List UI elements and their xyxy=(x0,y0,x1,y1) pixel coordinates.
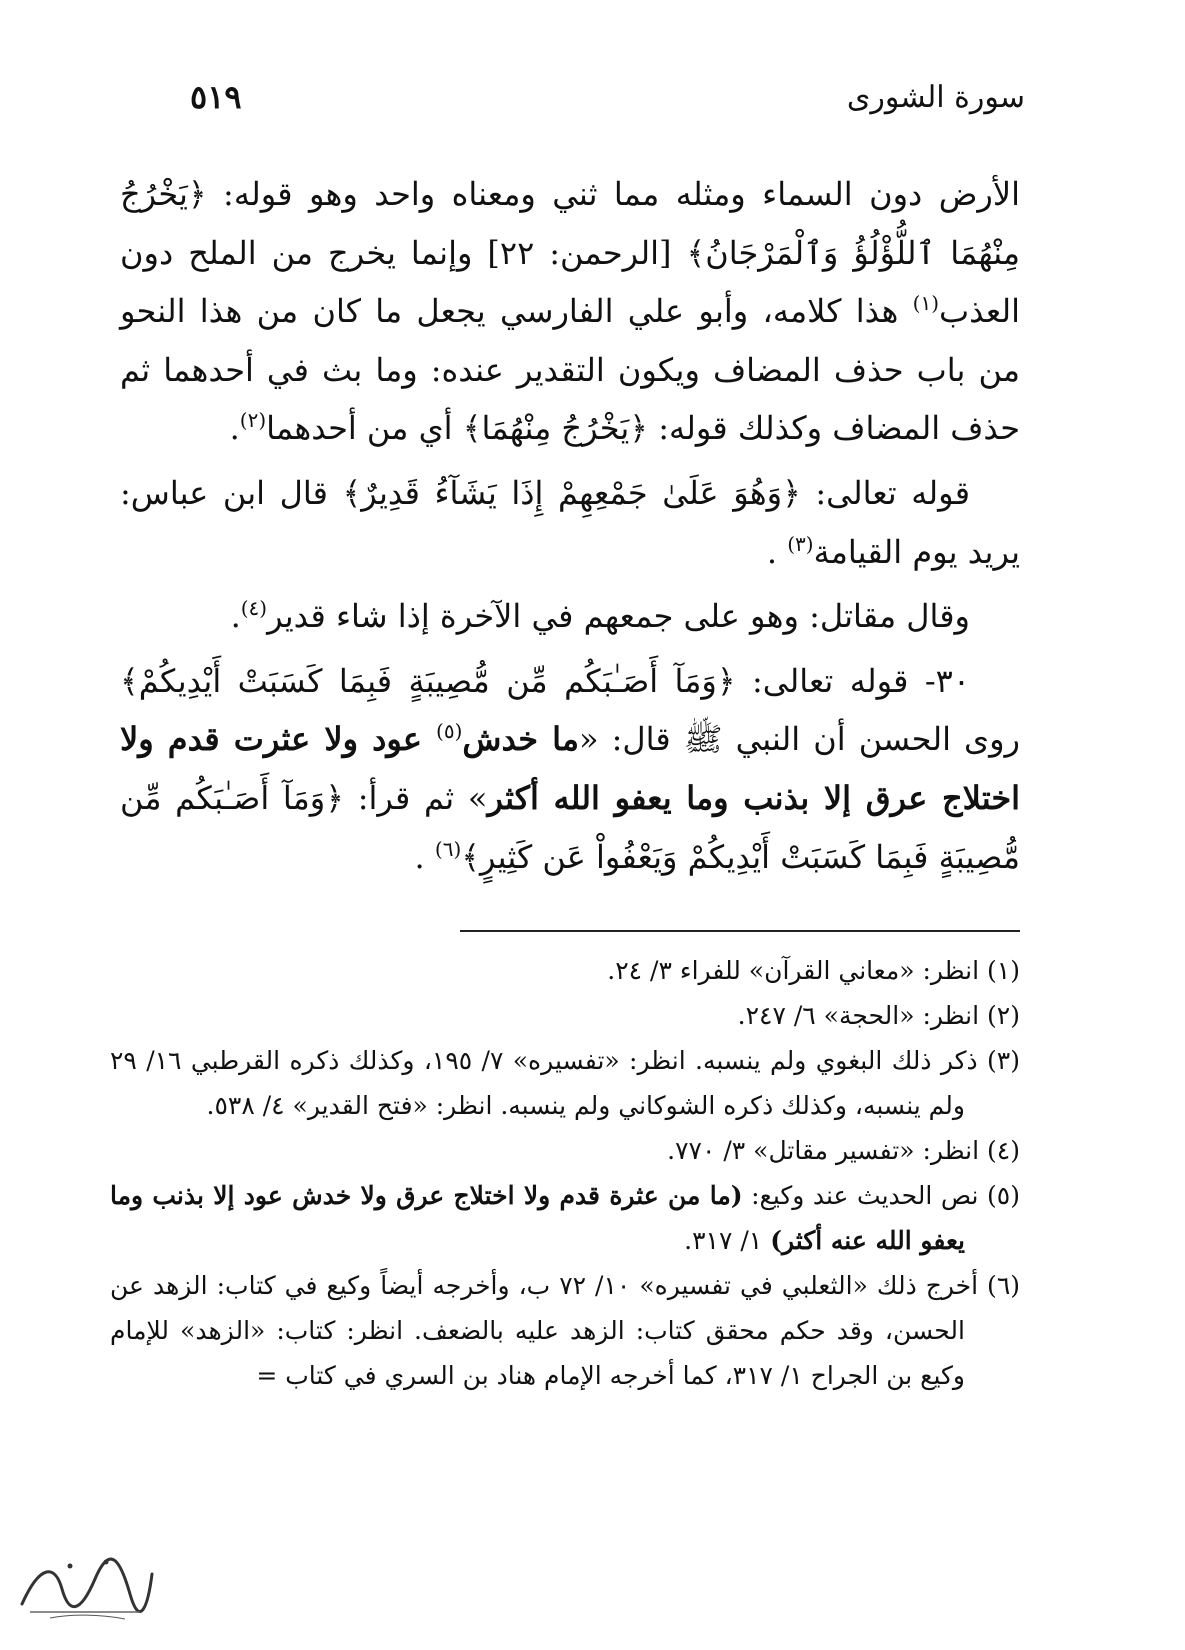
hadith-text: ما خدش xyxy=(462,720,579,759)
footnote-ref-6[interactable]: (٦) xyxy=(434,836,462,861)
footnote-ref-3[interactable]: (٣) xyxy=(787,531,814,556)
text-run: . xyxy=(414,837,435,876)
footnote-4: (٤) انظر: «تفسير مقاتل» ٣/ ٧٧٠. xyxy=(667,1136,1020,1165)
text-run: . xyxy=(230,597,241,636)
footnote-divider xyxy=(460,930,1020,932)
footnote-ref-1[interactable]: (١) xyxy=(912,291,939,316)
footnote-ref-2[interactable]: (٢) xyxy=(239,408,267,433)
page-number: ٥١٩ xyxy=(190,78,242,116)
text-run: قوله تعالى: xyxy=(800,473,971,512)
quran-verse: ﴿وَمَآ أَصَـٰبَكُم مِّن مُّصِيبَةٍ فَبِمَا كَسَبَتْ أَيْدِيكُمْ﴾ xyxy=(120,661,736,700)
text-run: وقال مقاتل: وهو على جمعهم في الآخرة إذا شاء قدير xyxy=(267,597,970,636)
footnote-ref-5[interactable]: (٥) xyxy=(436,719,463,744)
text-run: ٣٠- قوله تعالى: xyxy=(735,661,971,700)
quran-verse: ﴿يَخْرُجُ مِنْهُمَا ٱللُّؤْلُؤُ وَٱلْمَرْجَانُ﴾ xyxy=(120,175,1021,272)
text-run: » ثم قرأ: xyxy=(344,778,488,817)
text-run: هذا كلامه، وأبو علي الفارسي يجعل ما كان من هذا النحو من باب حذف المضاف ويكون التقدير عنده: وما بث في أحدهما ثم حذف المضاف وكذلك قوله: xyxy=(120,292,1020,448)
paragraph-3 xyxy=(120,587,1020,646)
paragraph-1 xyxy=(120,165,1020,458)
paragraph-2 xyxy=(120,464,1020,581)
quran-verse: ﴿يَخْرُجُ مِنْهُمَا﴾ xyxy=(462,409,649,448)
hadith-text: (ما من عثرة قدم ولا اختلاج عرق ولا خدش عود إلا بذنب وما يعفو الله عنه أكثر) xyxy=(110,1181,965,1255)
hadith-text: عود ولا عثرت قدم ولا اختلاج عرق إلا بذنب وما يعفو الله أكثر xyxy=(120,720,1021,817)
text-run: [الرحمن: ٢٢] وإنما يخرج من الملح دون العذب xyxy=(120,233,1020,331)
footnote-1: (١) انظر: «معاني القرآن» للفراء ٣/ ٢٤. xyxy=(607,956,1020,985)
footnote-5 xyxy=(110,1173,1020,1263)
main-text xyxy=(120,165,1020,886)
text-run: (٥) نص الحديث عند وكيع: xyxy=(742,1181,1020,1210)
footnote-ref-4[interactable]: (٤) xyxy=(240,596,268,621)
text-run: . xyxy=(229,409,240,448)
footnote-6: (٦) أخرج ذلك «الثعلبي في تفسيره» ١٠/ ٧٢ ب، وأخرجه أيضاً وكيع في كتاب: الزهد عن الحسن، وقد حكم محقق كتاب: الزهد عليه بالضعف. انظر: كتاب: «الزهد» للإمام وكيع بن الجراح ١/ ٣١٧، كما أخرجه الإمام هناد بن السري في كتاب = xyxy=(110,1271,1021,1390)
text-run: . xyxy=(766,532,788,571)
paragraph-4 xyxy=(120,652,1020,886)
text-run: أي من أحدهما xyxy=(266,409,463,448)
text-run: قال ابن عباس: يريد يوم القيامة xyxy=(120,473,1020,571)
surah-title: سورة الشورى xyxy=(846,79,1025,115)
publisher-logo-icon xyxy=(10,1544,160,1624)
footnotes xyxy=(110,948,1020,1398)
quran-verse: ﴿وَمَآ أَصَـٰبَكُم مِّن مُّصِيبَةٍ فَبِمَا كَسَبَتْ أَيْدِيكُمْ وَيَعْفُواْ عَن كَثِيرٍ﴾ xyxy=(120,778,1020,876)
quran-verse: ﴿وَهُوَ عَلَىٰ جَمْعِهِمْ إِذَا يَشَآءُ قَدِيرٌ﴾ xyxy=(342,473,801,512)
footnote-3: (٣) ذكر ذلك البغوي ولم ينسبه. انظر: «تفسيره» ٧/ ١٩٥، وكذلك ذكره القرطبي ١٦/ ٢٩ ولم ينسبه، وكذلك ذكره الشوكاني ولم ينسبه. انظر: «فتح القدير» ٤/ ٥٣٨. xyxy=(110,1046,1020,1120)
text-run: ١/ ٣١٧. xyxy=(684,1226,771,1255)
page-header xyxy=(190,78,1025,116)
text-run: الأرض دون السماء ومثله مما ثني ومعناه واحد وهو قوله: xyxy=(206,175,1020,213)
text-run: روى الحسن أن النبي ﷺ قال: « xyxy=(578,720,1021,759)
footnote-2: (٢) انظر: «الحجة» ٦/ ٢٤٧. xyxy=(737,1001,1020,1030)
